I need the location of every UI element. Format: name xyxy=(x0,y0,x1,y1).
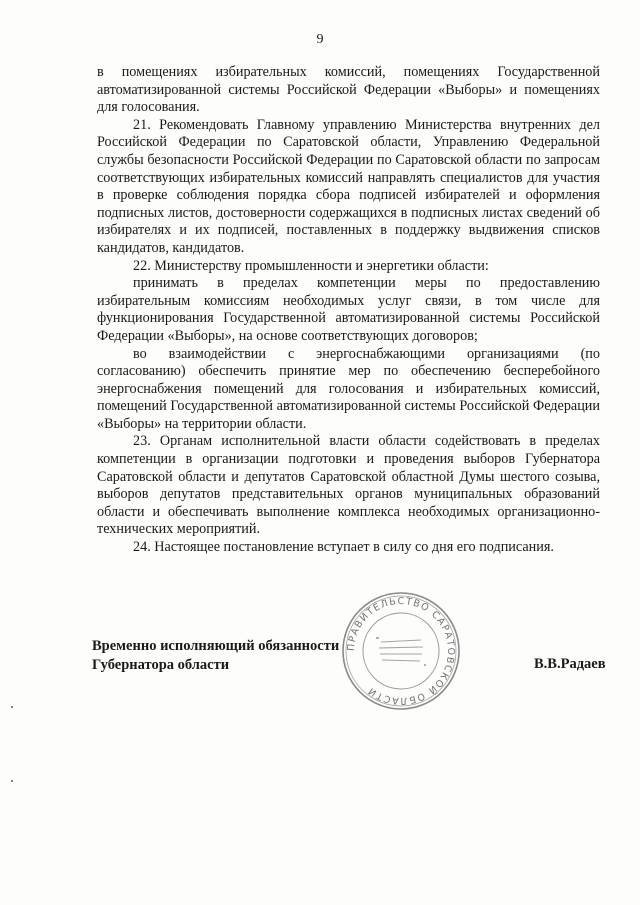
paragraph-22-item-2: во взаимодействии с энергоснабжающими организациями (по согласованию) обеспечить принятие мер по обеспечению бесперебойного энергоснабжения помещений для голосования и избирательных комиссий, помещений Государственной автоматизированной системы Российской Федерации «Выборы» на территории области. xyxy=(97,345,600,432)
paragraph-23: 23. Органам исполнительной власти области содействовать в пределах компетенции в организации подготовки и проведения выборов Губернатора Саратовской области и депутатов Саратовской областной Думы шестого созыва, выборов депутатов представительных органов муниципальных образований области и обеспечивать выполнение комплекса необходимых организационно-технических мероприятий. xyxy=(97,433,600,538)
paragraph-21: 21. Рекомендовать Главному управлению Министерства внутренних дел Российской Федерации по Саратовской области, Управлению Федеральной службы безопасности Российской Федерации по Саратовской области по запросам соответствующих избирательных комиссий направлять специалистов для участия в проверке соблюдения порядка сбора подписей избирателей и оформления подписных листов, достоверности содержащихся в подписных листах сведений об избирателях и их подписей, поставленных в поддержку выдвижения списков кандидатов, кандидатов. xyxy=(97,116,600,256)
seal-ring-text: ПРАВИТЕЛЬСТВО САРАТОВСКОЙ ОБЛАСТИ xyxy=(345,595,457,707)
scan-speck xyxy=(11,706,13,708)
paragraph-22: 22. Министерству промышленности и энергетики области: xyxy=(133,257,489,274)
paragraph-continuation: в помещениях избирательных комиссий, помещениях Государственной автоматизированной системы Российской Федерации «Выборы» и помещениях для голосования. xyxy=(97,64,600,116)
paragraph-22-item-1: принимать в пределах компетенции меры по предоставлению избирательным комиссиям необходимых услуг связи, в том числе для функционирования Государственной автоматизированной системы Российской Федерации «Выборы», на основе соответствующих договоров; xyxy=(97,275,600,344)
document-body xyxy=(97,64,600,557)
scan-speck xyxy=(11,780,13,782)
page-number: 9 xyxy=(316,32,324,47)
signatory-title xyxy=(92,637,339,675)
signatory-name: В.В.Радаев xyxy=(534,656,606,672)
official-seal-stamp xyxy=(340,590,462,712)
signatory-title-line1: Временно исполняющий обязанности xyxy=(92,638,340,654)
paragraph-24: 24. Настоящее постановление вступает в силу со дня его подписания. xyxy=(133,539,554,556)
signatory-title-line2: Губернатора области xyxy=(92,657,230,673)
